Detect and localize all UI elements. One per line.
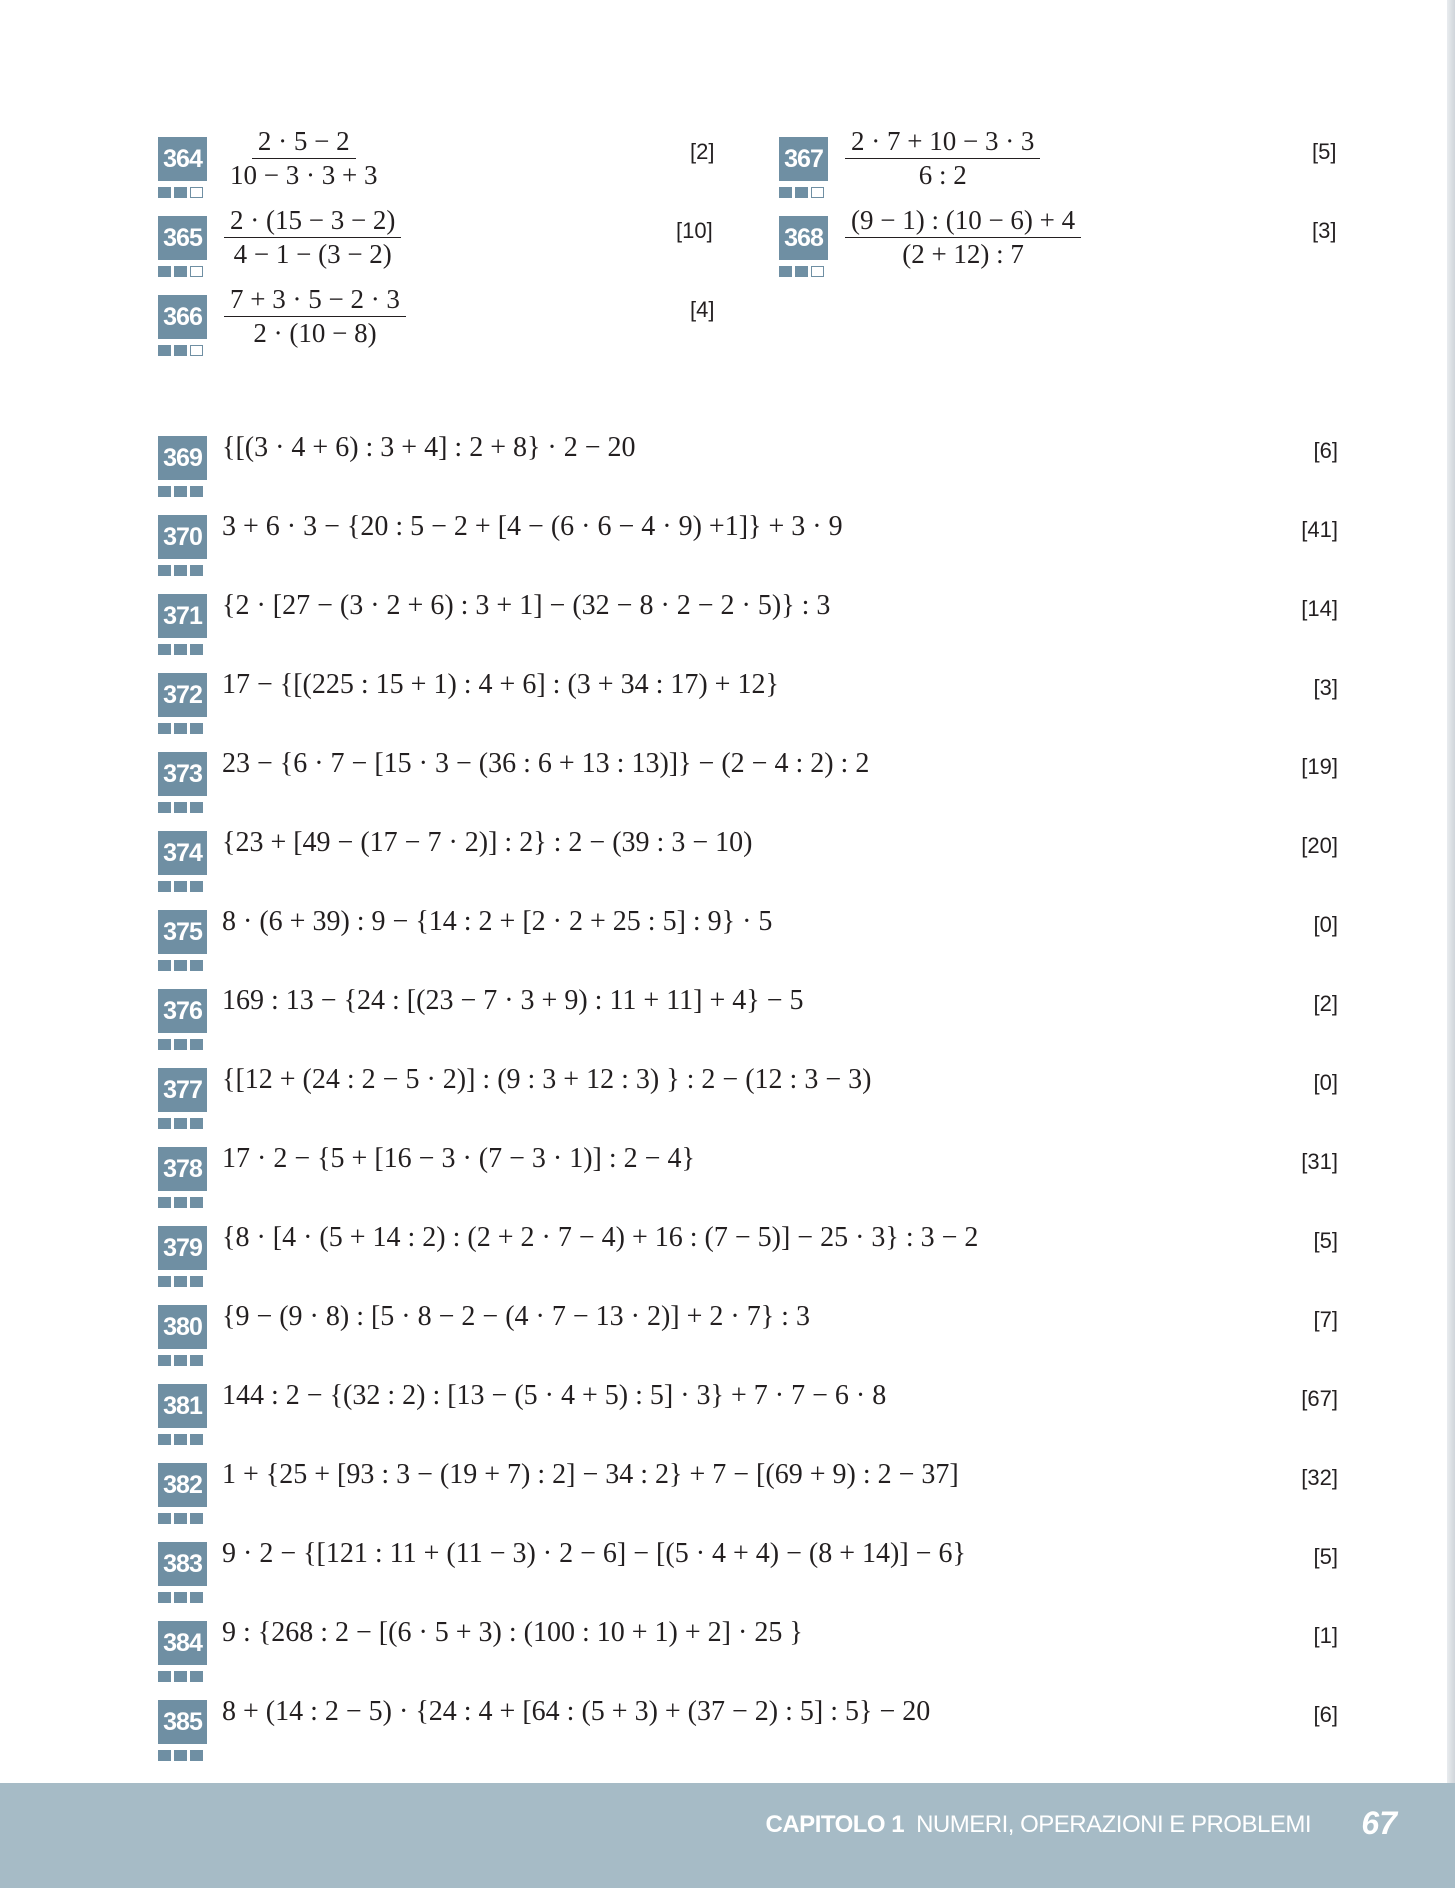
difficulty-filled-square bbox=[174, 1434, 187, 1445]
exercise-expression: 8 · (6 + 39) : 9 − {14 : 2 + [2 · 2 + 25 : 5] : 9} · 5 bbox=[222, 906, 773, 937]
fraction-expression bbox=[845, 125, 1040, 192]
difficulty-filled-square bbox=[158, 1039, 171, 1050]
difficulty-indicator bbox=[158, 1750, 203, 1761]
difficulty-filled-square bbox=[174, 723, 187, 734]
difficulty-empty-square bbox=[811, 187, 824, 198]
exercise-answer: [5] bbox=[1313, 1228, 1338, 1253]
exercise-answer: [2] bbox=[690, 139, 715, 164]
exercise-number: 369 bbox=[158, 436, 207, 480]
difficulty-filled-square bbox=[158, 1750, 171, 1761]
difficulty-filled-square bbox=[190, 1750, 203, 1761]
exercise-expression: {[(3 · 4 + 6) : 3 + 4] : 2 + 8} · 2 − 20 bbox=[222, 432, 636, 463]
exercise-number: 375 bbox=[158, 910, 207, 954]
exercise-answer: [3] bbox=[1313, 675, 1338, 700]
fraction-numerator: 2 · 7 + 10 − 3 · 3 bbox=[845, 125, 1040, 159]
difficulty-empty-square bbox=[190, 266, 203, 277]
exercise-expression: 23 − {6 · 7 − [15 · 3 − (36 : 6 + 13 : 13)]} − (2 − 4 : 2) : 2 bbox=[222, 748, 870, 779]
exercise-number: 379 bbox=[158, 1226, 207, 1270]
exercise-answer: [2] bbox=[1313, 991, 1338, 1016]
difficulty-filled-square bbox=[158, 644, 171, 655]
exercise-number: 384 bbox=[158, 1621, 207, 1665]
difficulty-filled-square bbox=[190, 565, 203, 576]
fraction-expression bbox=[224, 283, 406, 350]
page-edge bbox=[1447, 0, 1455, 1888]
difficulty-filled-square bbox=[158, 266, 171, 277]
exercise-answer: [31] bbox=[1301, 1149, 1338, 1174]
exercise-expression: 9 · 2 − {[121 : 11 + (11 − 3) · 2 − 6] − [(5 · 4 + 4) − (8 + 14)] − 6} bbox=[222, 1538, 966, 1569]
fraction-denominator: 6 : 2 bbox=[918, 160, 967, 190]
exercise-answer: [6] bbox=[1313, 438, 1338, 463]
difficulty-filled-square bbox=[158, 960, 171, 971]
exercise-answer: [7] bbox=[1313, 1307, 1338, 1332]
fraction-denominator: 10 − 3 · 3 + 3 bbox=[230, 160, 378, 190]
exercise-answer: [14] bbox=[1301, 596, 1338, 621]
fraction-numerator: 2 · 5 − 2 bbox=[252, 125, 356, 159]
exercise-number: 380 bbox=[158, 1305, 207, 1349]
difficulty-filled-square bbox=[174, 644, 187, 655]
footer-chapter-title bbox=[766, 1811, 1311, 1839]
difficulty-filled-square bbox=[174, 1750, 187, 1761]
difficulty-indicator bbox=[158, 486, 203, 497]
difficulty-empty-square bbox=[811, 266, 824, 277]
exercise-expression: 1 + {25 + [93 : 3 − (19 + 7) : 2] − 34 : 2} + 7 − [(69 + 9) : 2 − 37] bbox=[222, 1459, 959, 1490]
exercise-number: 373 bbox=[158, 752, 207, 796]
difficulty-filled-square bbox=[158, 1118, 171, 1129]
exercise-expression: {[12 + (24 : 2 − 5 · 2)] : (9 : 3 + 12 : 3) } : 2 − (12 : 3 − 3) bbox=[222, 1064, 872, 1095]
difficulty-indicator bbox=[158, 1039, 203, 1050]
exercise-expression: 144 : 2 − {(32 : 2) : [13 − (5 · 4 + 5) : 5] · 3} + 7 · 7 − 6 · 8 bbox=[222, 1380, 887, 1411]
difficulty-filled-square bbox=[174, 565, 187, 576]
exercise-answer: [4] bbox=[690, 297, 715, 322]
difficulty-filled-square bbox=[174, 486, 187, 497]
exercise-number: 365 bbox=[158, 216, 207, 260]
exercise-expression: {2 · [27 − (3 · 2 + 6) : 3 + 1] − (32 − 8 · 2 − 2 · 5)} : 3 bbox=[222, 590, 831, 621]
difficulty-empty-square bbox=[190, 345, 203, 356]
exercise-number: 377 bbox=[158, 1068, 207, 1112]
exercise-number: 378 bbox=[158, 1147, 207, 1191]
difficulty-indicator bbox=[158, 1355, 203, 1366]
difficulty-filled-square bbox=[158, 345, 171, 356]
fraction-expression bbox=[224, 204, 401, 271]
difficulty-filled-square bbox=[158, 1513, 171, 1524]
difficulty-filled-square bbox=[190, 960, 203, 971]
difficulty-filled-square bbox=[190, 1355, 203, 1366]
exercise-number: 381 bbox=[158, 1384, 207, 1428]
difficulty-indicator bbox=[158, 1513, 203, 1524]
exercise-answer: [0] bbox=[1313, 1070, 1338, 1095]
exercise-expression: 17 · 2 − {5 + [16 − 3 · (7 − 3 · 1)] : 2 − 4} bbox=[222, 1143, 695, 1174]
exercise-number: 385 bbox=[158, 1700, 207, 1744]
exercise-number: 364 bbox=[158, 137, 207, 181]
chapter-label: CAPITOLO 1 bbox=[765, 1811, 905, 1838]
exercise-expression: 8 + (14 : 2 − 5) · {24 : 4 + [64 : (5 + 3) + (37 − 2) : 5] : 5} − 20 bbox=[222, 1696, 931, 1727]
chapter-name: NUMERI, OPERAZIONI E PROBLEMI bbox=[916, 1811, 1311, 1838]
difficulty-filled-square bbox=[174, 881, 187, 892]
difficulty-filled-square bbox=[158, 1197, 171, 1208]
difficulty-filled-square bbox=[158, 486, 171, 497]
exercise-number: 382 bbox=[158, 1463, 207, 1507]
difficulty-indicator bbox=[158, 1118, 203, 1129]
exercise-expression: {9 − (9 · 8) : [5 · 8 − 2 − (4 · 7 − 13 · 2)] + 2 · 7} : 3 bbox=[222, 1301, 810, 1332]
difficulty-filled-square bbox=[190, 486, 203, 497]
fraction-numerator: 2 · (15 − 3 − 2) bbox=[224, 204, 401, 238]
difficulty-filled-square bbox=[190, 881, 203, 892]
difficulty-filled-square bbox=[190, 1592, 203, 1603]
difficulty-filled-square bbox=[190, 1434, 203, 1445]
difficulty-filled-square bbox=[158, 802, 171, 813]
difficulty-indicator bbox=[158, 345, 203, 356]
difficulty-filled-square bbox=[795, 266, 808, 277]
difficulty-filled-square bbox=[158, 187, 171, 198]
fraction-numerator: (9 − 1) : (10 − 6) + 4 bbox=[845, 204, 1081, 238]
exercise-answer: [20] bbox=[1301, 833, 1338, 858]
difficulty-filled-square bbox=[190, 1671, 203, 1682]
difficulty-filled-square bbox=[174, 802, 187, 813]
difficulty-filled-square bbox=[190, 644, 203, 655]
fraction-expression bbox=[224, 125, 383, 192]
exercise-answer: [1] bbox=[1313, 1623, 1338, 1648]
difficulty-indicator bbox=[779, 266, 824, 277]
exercise-answer: [5] bbox=[1312, 139, 1337, 164]
difficulty-filled-square bbox=[158, 881, 171, 892]
difficulty-filled-square bbox=[174, 1039, 187, 1050]
difficulty-indicator bbox=[158, 187, 203, 198]
difficulty-filled-square bbox=[779, 266, 792, 277]
difficulty-filled-square bbox=[158, 1592, 171, 1603]
difficulty-indicator bbox=[158, 1592, 203, 1603]
difficulty-filled-square bbox=[158, 565, 171, 576]
fraction-numerator: 7 + 3 · 5 − 2 · 3 bbox=[224, 283, 406, 317]
exercise-expression: 3 + 6 · 3 − {20 : 5 − 2 + [4 − (6 · 6 − 4 · 9) +1]} + 3 · 9 bbox=[222, 511, 843, 542]
difficulty-indicator bbox=[779, 187, 824, 198]
difficulty-filled-square bbox=[190, 1513, 203, 1524]
difficulty-indicator bbox=[158, 1276, 203, 1287]
exercise-answer: [10] bbox=[676, 218, 713, 243]
exercise-number: 371 bbox=[158, 594, 207, 638]
difficulty-indicator bbox=[158, 565, 203, 576]
difficulty-filled-square bbox=[190, 1039, 203, 1050]
difficulty-indicator bbox=[158, 960, 203, 971]
difficulty-empty-square bbox=[190, 187, 203, 198]
difficulty-indicator bbox=[158, 644, 203, 655]
difficulty-filled-square bbox=[158, 1671, 171, 1682]
exercise-number: 368 bbox=[779, 216, 828, 260]
difficulty-indicator bbox=[158, 723, 203, 734]
difficulty-filled-square bbox=[795, 187, 808, 198]
difficulty-indicator bbox=[158, 1671, 203, 1682]
exercise-answer: [0] bbox=[1313, 912, 1338, 937]
difficulty-indicator bbox=[158, 802, 203, 813]
difficulty-filled-square bbox=[158, 1355, 171, 1366]
exercise-number: 370 bbox=[158, 515, 207, 559]
difficulty-filled-square bbox=[174, 1671, 187, 1682]
exercise-answer: [41] bbox=[1301, 517, 1338, 542]
difficulty-indicator bbox=[158, 1434, 203, 1445]
difficulty-filled-square bbox=[174, 1197, 187, 1208]
difficulty-filled-square bbox=[174, 1276, 187, 1287]
difficulty-filled-square bbox=[190, 1276, 203, 1287]
exercise-number: 374 bbox=[158, 831, 207, 875]
fraction-expression bbox=[845, 204, 1081, 271]
page-footer bbox=[0, 1783, 1455, 1888]
page-number: 67 bbox=[1361, 1805, 1397, 1841]
difficulty-filled-square bbox=[190, 802, 203, 813]
difficulty-filled-square bbox=[174, 187, 187, 198]
difficulty-filled-square bbox=[174, 1355, 187, 1366]
difficulty-filled-square bbox=[174, 345, 187, 356]
exercise-expression: 17 − {[(225 : 15 + 1) : 4 + 6] : (3 + 34 : 17) + 12} bbox=[222, 669, 779, 700]
difficulty-filled-square bbox=[779, 187, 792, 198]
fraction-denominator: 2 · (10 − 8) bbox=[253, 318, 377, 348]
exercise-number: 372 bbox=[158, 673, 207, 717]
difficulty-filled-square bbox=[174, 1118, 187, 1129]
fraction-denominator: 4 − 1 − (3 − 2) bbox=[233, 239, 392, 269]
exercise-expression: {23 + [49 − (17 − 7 · 2)] : 2} : 2 − (39 : 3 − 10) bbox=[222, 827, 753, 858]
difficulty-indicator bbox=[158, 1197, 203, 1208]
difficulty-filled-square bbox=[158, 723, 171, 734]
exercise-answer: [5] bbox=[1313, 1544, 1338, 1569]
difficulty-filled-square bbox=[158, 1276, 171, 1287]
difficulty-filled-square bbox=[190, 1197, 203, 1208]
exercise-answer: [3] bbox=[1312, 218, 1337, 243]
difficulty-filled-square bbox=[174, 960, 187, 971]
exercise-answer: [6] bbox=[1313, 1702, 1338, 1727]
exercise-expression: 169 : 13 − {24 : [(23 − 7 · 3 + 9) : 11 + 11] + 4} − 5 bbox=[222, 985, 804, 1016]
difficulty-indicator bbox=[158, 266, 203, 277]
exercise-number: 366 bbox=[158, 295, 207, 339]
difficulty-filled-square bbox=[158, 1434, 171, 1445]
exercise-number: 383 bbox=[158, 1542, 207, 1586]
difficulty-filled-square bbox=[174, 1592, 187, 1603]
exercise-answer: [19] bbox=[1301, 754, 1338, 779]
difficulty-filled-square bbox=[174, 1513, 187, 1524]
fraction-denominator: (2 + 12) : 7 bbox=[902, 239, 1024, 269]
difficulty-filled-square bbox=[174, 266, 187, 277]
exercise-number: 367 bbox=[779, 137, 828, 181]
exercise-answer: [32] bbox=[1301, 1465, 1338, 1490]
exercise-expression: 9 : {268 : 2 − [(6 · 5 + 3) : (100 : 10 + 1) + 2] · 25 } bbox=[222, 1617, 803, 1648]
exercise-expression: {8 · [4 · (5 + 14 : 2) : (2 + 2 · 7 − 4) + 16 : (7 − 5)] − 25 · 3} : 3 − 2 bbox=[222, 1222, 979, 1253]
difficulty-filled-square bbox=[190, 723, 203, 734]
exercise-number: 376 bbox=[158, 989, 207, 1033]
difficulty-indicator bbox=[158, 881, 203, 892]
difficulty-filled-square bbox=[190, 1118, 203, 1129]
exercise-answer: [67] bbox=[1301, 1386, 1338, 1411]
